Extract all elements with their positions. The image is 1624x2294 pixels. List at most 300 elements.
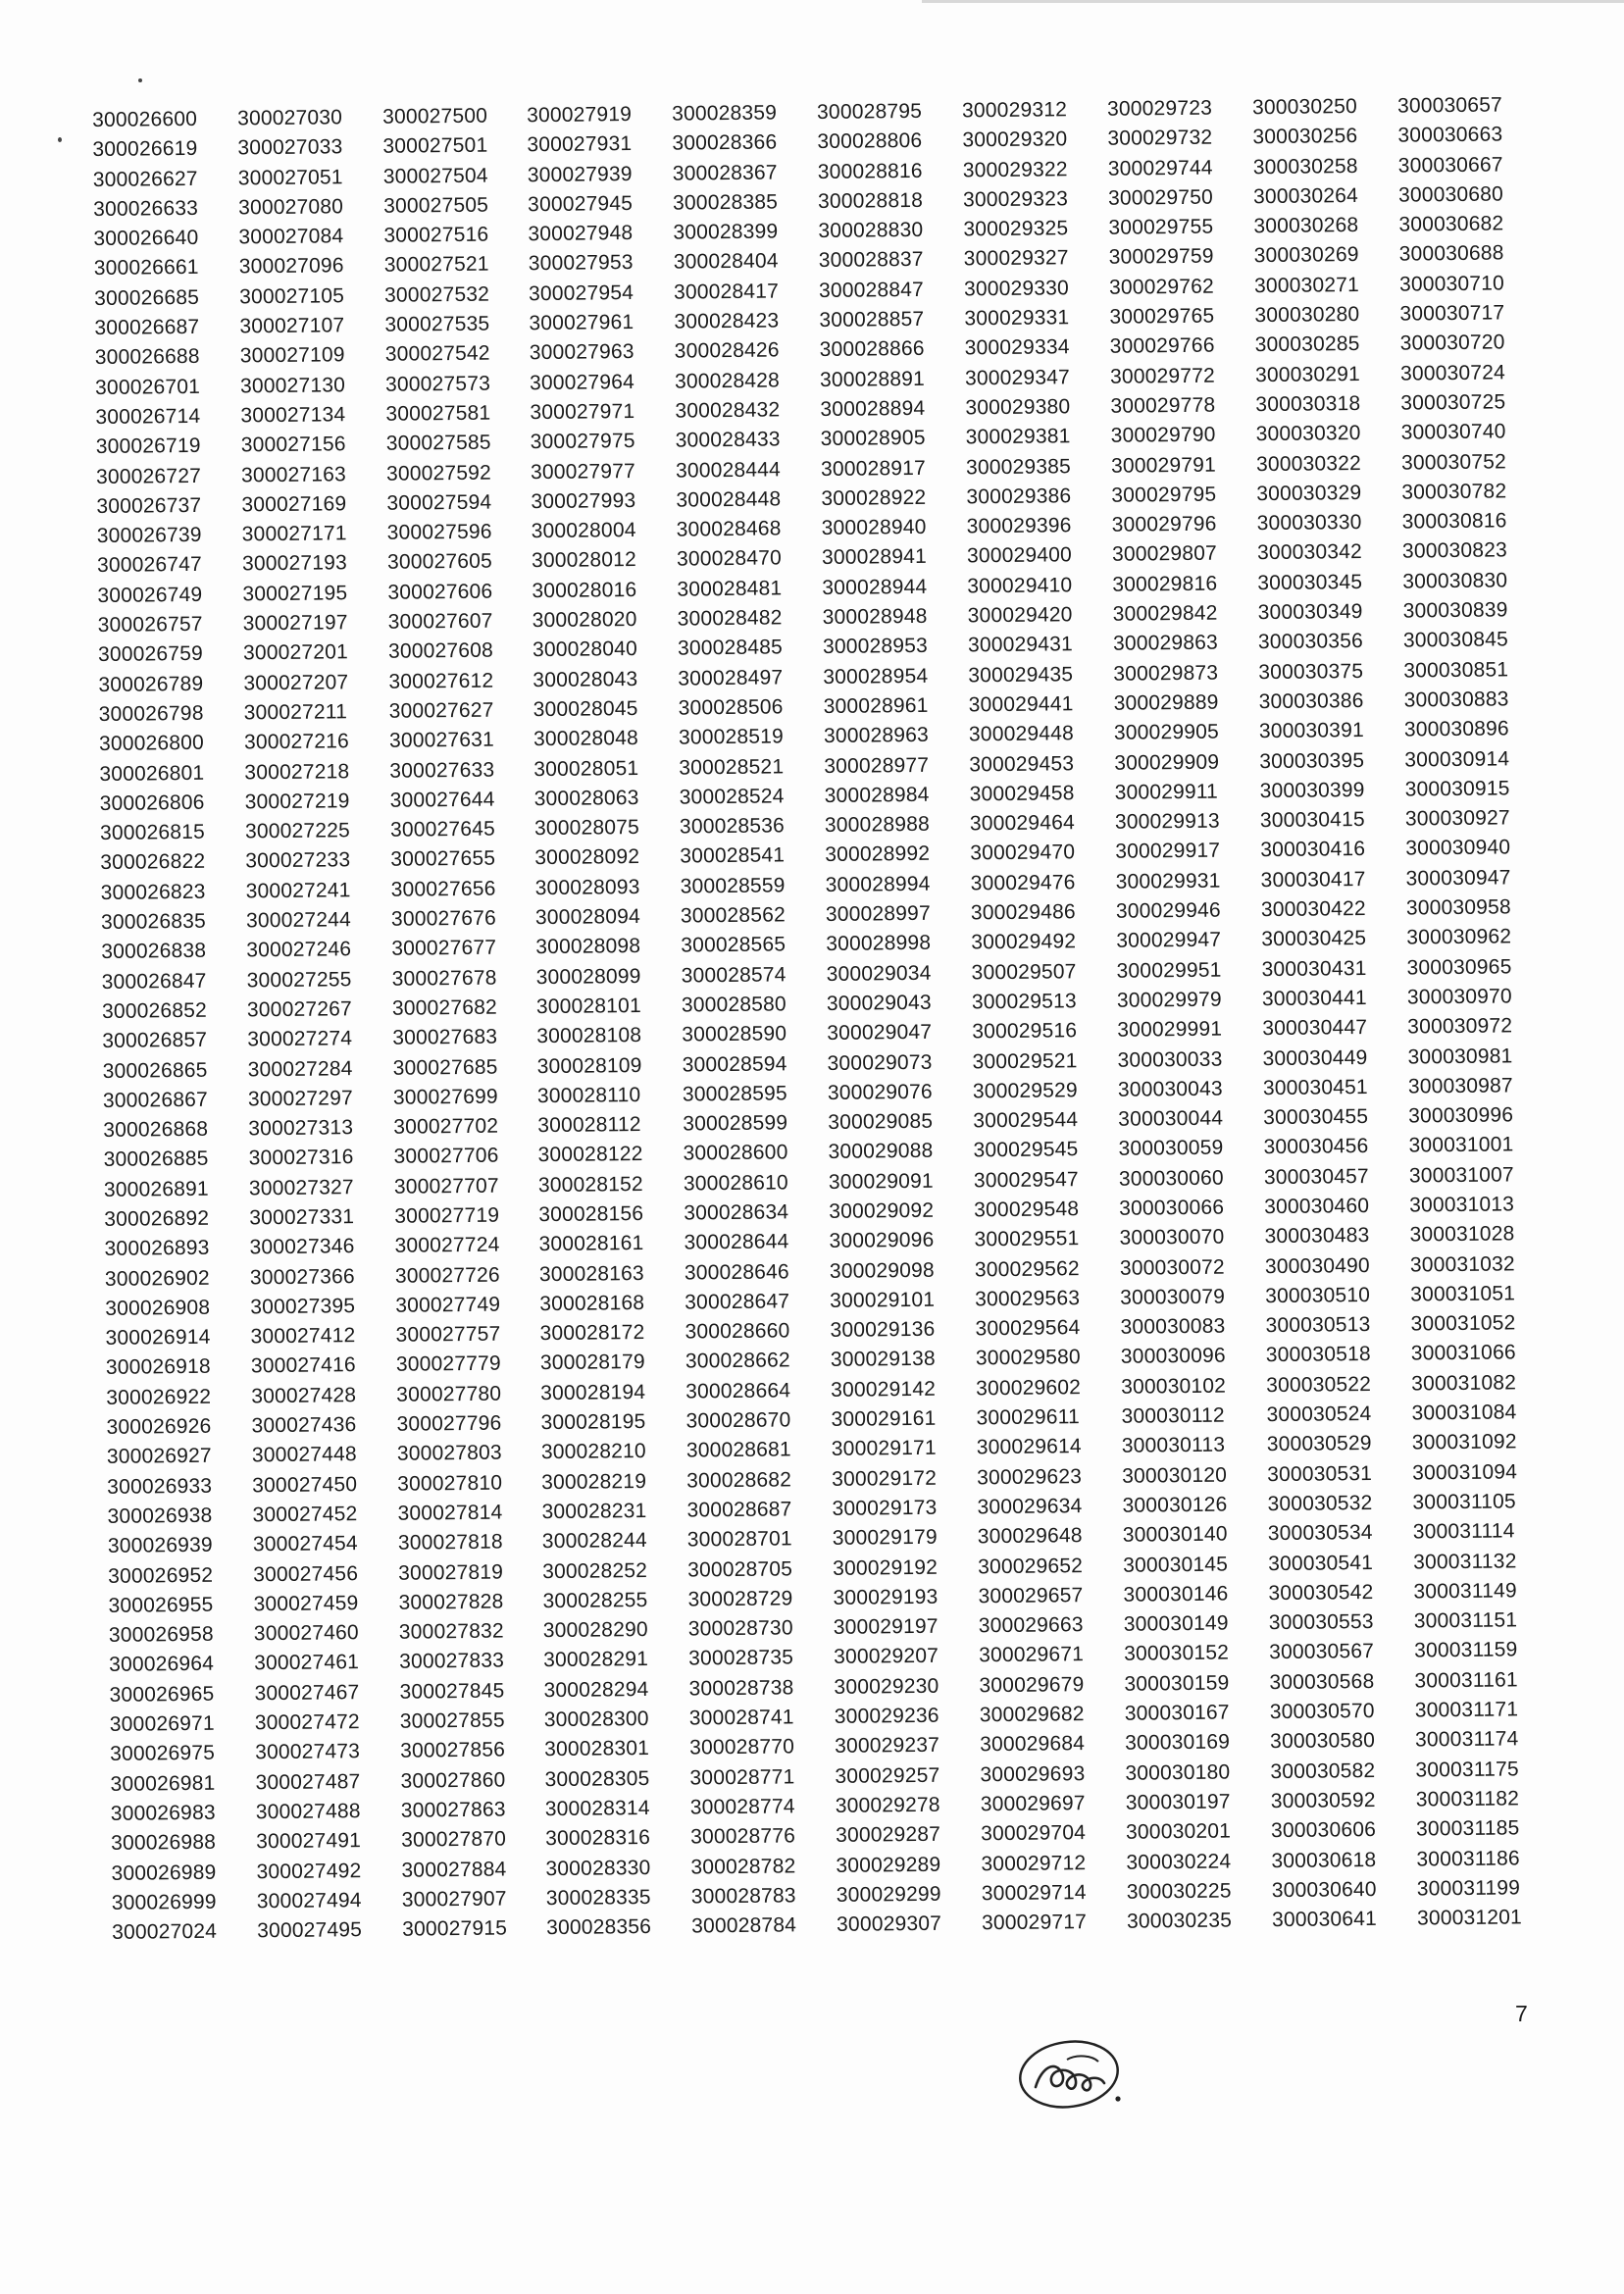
roll-number-cell: 300026739 (96, 523, 202, 548)
roll-number-cell: 300030197 (1125, 1790, 1231, 1814)
scan-speck (58, 137, 62, 142)
roll-number-cell: 300027645 (389, 817, 496, 841)
roll-number-cell: 300029816 (1112, 572, 1218, 596)
roll-number-cell: 300028599 (683, 1111, 788, 1136)
roll-number-cell: 300030415 (1259, 808, 1365, 833)
roll-number-cell: 300027366 (249, 1264, 355, 1289)
roll-number-cell: 300030235 (1126, 1909, 1233, 1933)
roll-number-cell: 300029334 (964, 335, 1070, 360)
roll-number-cell: 300027501 (382, 133, 488, 159)
roll-number-cell: 300029889 (1113, 690, 1219, 715)
roll-number-cell: 300031052 (1410, 1311, 1516, 1336)
roll-number-cell: 300027313 (248, 1116, 354, 1141)
roll-number-cell: 300029671 (979, 1643, 1085, 1667)
roll-number-cell: 300029648 (977, 1524, 1083, 1549)
roll-number-cell: 300029323 (962, 187, 1069, 212)
roll-number-cell: 300027676 (390, 906, 497, 931)
roll-number-cell: 300030280 (1254, 303, 1360, 328)
roll-number-cell: 300026958 (108, 1622, 214, 1648)
roll-number-cell: 300029723 (1106, 96, 1213, 121)
roll-number-cell: 300028536 (679, 814, 786, 839)
roll-number-cell: 300026789 (98, 672, 204, 696)
roll-number-cell: 300029278 (835, 1793, 940, 1817)
roll-number-cell: 300030140 (1122, 1522, 1228, 1547)
roll-number-cell: 300030782 (1401, 480, 1507, 504)
roll-number-cell: 300027197 (242, 611, 348, 636)
roll-number-cell: 300027456 (253, 1561, 359, 1586)
roll-number-cell: 300028894 (820, 396, 926, 421)
roll-number-cell: 300028252 (542, 1558, 648, 1583)
roll-number-cell: 300028335 (545, 1885, 651, 1910)
roll-number-cell: 300029396 (966, 514, 1072, 538)
roll-number-cell: 300030524 (1266, 1402, 1372, 1427)
roll-number-cell: 300027803 (396, 1441, 502, 1466)
roll-number-cell: 300028092 (534, 845, 640, 870)
roll-number-cell: 300026633 (93, 196, 199, 221)
roll-number-cell: 300029807 (1111, 542, 1218, 567)
roll-number-cell: 300028179 (539, 1351, 645, 1375)
roll-number-cell: 300030720 (1399, 331, 1505, 355)
roll-number-cell: 300028988 (824, 812, 931, 838)
roll-number-cell: 300028428 (674, 369, 781, 393)
roll-number-cell: 300026868 (103, 1117, 209, 1143)
roll-number-cell: 300027488 (255, 1800, 361, 1824)
roll-number-cell: 300027993 (531, 488, 636, 514)
roll-number-cell: 300028771 (689, 1764, 795, 1790)
roll-number-cell: 300027219 (244, 790, 350, 814)
roll-number-cell: 300031092 (1411, 1430, 1517, 1454)
roll-number-cell: 300029380 (965, 395, 1071, 420)
roll-number-cell: 300028098 (535, 935, 641, 959)
roll-number-cell: 300030996 (1408, 1103, 1514, 1128)
roll-number-cell: 300028735 (688, 1646, 794, 1670)
roll-number-cell: 300028051 (533, 756, 639, 781)
roll-number-cell: 300027975 (530, 430, 635, 454)
roll-number-cell: 300028600 (683, 1141, 788, 1165)
roll-number-cell: 300029762 (1108, 275, 1215, 299)
roll-number-cell: 300026989 (111, 1861, 217, 1885)
roll-number-cell: 300030250 (1251, 95, 1358, 120)
roll-number-cell: 300029331 (964, 306, 1070, 331)
roll-number-cell: 300026893 (104, 1237, 210, 1261)
roll-number-cell: 300029562 (974, 1256, 1080, 1281)
roll-number-cell: 300028646 (684, 1259, 789, 1285)
roll-number-cell: 300030320 (1255, 422, 1361, 446)
roll-number-cell: 300026852 (101, 998, 208, 1023)
roll-number-cell: 300030618 (1271, 1848, 1377, 1872)
roll-number-cell: 300029909 (1114, 750, 1220, 775)
roll-number-cell: 300031201 (1416, 1906, 1523, 1930)
roll-number-cell: 300027267 (246, 997, 353, 1022)
roll-number-cell: 300028977 (824, 753, 930, 778)
roll-number-cell: 300028075 (533, 816, 640, 841)
roll-number-cell: 300030345 (1257, 570, 1363, 594)
roll-number-cell: 300029913 (1114, 809, 1221, 834)
roll-number-cell: 300029714 (981, 1880, 1087, 1906)
page-number: 7 (1515, 2001, 1528, 2026)
roll-number-cell: 300030883 (1403, 688, 1509, 712)
roll-number-cell: 300029076 (827, 1080, 933, 1104)
roll-number-cell: 300029400 (966, 543, 1073, 568)
roll-number-cell: 300028423 (674, 309, 780, 333)
roll-number-cell: 300029634 (977, 1495, 1083, 1519)
roll-number-cell: 300027706 (393, 1144, 499, 1169)
roll-number-cell: 300030542 (1268, 1580, 1374, 1605)
roll-number-cell: 300027594 (386, 490, 492, 515)
roll-number-cell: 300030483 (1264, 1224, 1370, 1249)
roll-number-cell: 300031032 (1409, 1251, 1515, 1277)
roll-number-cell: 300027156 (240, 433, 346, 457)
roll-number-cell: 300026640 (93, 227, 199, 251)
roll-number-cell: 300027631 (388, 728, 495, 752)
roll-number-cell: 300029142 (831, 1377, 937, 1402)
roll-number-cell: 300029842 (1112, 601, 1218, 626)
roll-number-cell: 300028045 (533, 696, 638, 722)
roll-number-cell: 300029521 (972, 1048, 1078, 1073)
roll-number-cell: 300027596 (386, 520, 492, 544)
roll-number-cell: 300030568 (1269, 1669, 1375, 1694)
roll-number-cell: 300029513 (971, 990, 1077, 1014)
roll-number-cell: 300028108 (536, 1024, 642, 1048)
roll-number-cell: 300027833 (399, 1649, 505, 1674)
roll-number-cell: 300030592 (1270, 1788, 1376, 1813)
roll-number-cell: 300030667 (1397, 153, 1503, 178)
roll-number-cell: 300029917 (1115, 840, 1221, 864)
roll-number-cell: 300028774 (689, 1795, 795, 1819)
roll-number-cell: 300027683 (392, 1025, 498, 1049)
roll-number-cell: 300028497 (678, 666, 784, 690)
roll-number-cell: 300027607 (387, 609, 493, 634)
roll-number-cell: 300028244 (541, 1529, 647, 1554)
roll-number-cell: 300028385 (672, 190, 779, 215)
roll-number-cell: 300027707 (393, 1174, 499, 1198)
roll-number-cell: 300027907 (401, 1887, 507, 1912)
roll-number-cell: 300030112 (1121, 1403, 1225, 1428)
roll-number-cell: 300026687 (94, 315, 200, 340)
roll-number-cell: 300028366 (672, 130, 778, 155)
roll-number-cell: 300028112 (537, 1113, 641, 1138)
roll-number-cell: 300028016 (532, 578, 637, 602)
roll-number-cell: 300028784 (690, 1913, 797, 1938)
roll-number-cell: 300026918 (105, 1355, 211, 1380)
roll-number-cell: 300027105 (238, 284, 345, 309)
roll-number-cell: 300029197 (833, 1614, 939, 1640)
roll-number-cell: 300028541 (680, 843, 786, 868)
roll-number-cell: 300029299 (836, 1882, 941, 1907)
roll-number-cell: 300027963 (529, 340, 634, 365)
roll-number-cell: 300026933 (107, 1474, 213, 1499)
roll-number-cell: 300028172 (539, 1321, 645, 1346)
roll-number-cell: 300030490 (1264, 1253, 1370, 1278)
roll-number-cell: 300028562 (680, 903, 787, 928)
roll-number-cell: 300030972 (1407, 1014, 1513, 1039)
roll-number-cell: 300027163 (240, 462, 347, 486)
roll-number-cell: 300027500 (382, 104, 488, 128)
roll-number-cell: 300027096 (238, 254, 344, 279)
roll-number-cell: 300028806 (817, 129, 923, 154)
roll-number-cell: 300027633 (389, 758, 495, 783)
roll-number-cell: 300031013 (1409, 1193, 1515, 1217)
roll-number-cell: 300031175 (1415, 1757, 1519, 1782)
roll-number-cell: 300026892 (104, 1206, 210, 1231)
roll-number-cell: 300028770 (689, 1735, 795, 1759)
roll-number-cell: 300030060 (1118, 1166, 1224, 1191)
roll-number-cell: 300028644 (684, 1230, 789, 1254)
roll-number-cell: 300027130 (239, 373, 346, 398)
roll-number-cell: 300029138 (830, 1348, 936, 1372)
roll-number-cell: 300028984 (824, 783, 930, 807)
roll-number-cell: 300028099 (535, 964, 641, 989)
roll-number-cell: 300028481 (677, 577, 783, 601)
roll-number-cell: 300026822 (100, 850, 206, 875)
roll-number-cell: 300027084 (238, 225, 344, 249)
roll-number-cell: 300028953 (822, 635, 929, 659)
roll-number-cell: 300027542 (384, 342, 490, 367)
roll-number-cell: 300028433 (675, 428, 781, 452)
roll-number-cell: 300030399 (1259, 778, 1365, 802)
roll-number-cell: 300027492 (256, 1859, 362, 1883)
roll-number-cell: 300029790 (1110, 423, 1216, 448)
roll-number-cell: 300028290 (542, 1618, 648, 1643)
roll-number-cell: 300029697 (980, 1792, 1086, 1816)
roll-number-cell: 300026955 (108, 1593, 214, 1617)
roll-number-cell: 300030145 (1123, 1553, 1229, 1577)
roll-number-cell: 300026815 (99, 820, 206, 845)
roll-number-cell: 300029679 (979, 1672, 1085, 1698)
roll-number-cell: 300031051 (1410, 1282, 1516, 1306)
roll-number-cell: 300030146 (1123, 1582, 1229, 1606)
roll-number-cell: 300026965 (109, 1682, 215, 1707)
roll-number-cell: 300027810 (397, 1471, 503, 1496)
roll-number-cell: 300027724 (394, 1233, 500, 1258)
roll-number-cell: 300030456 (1263, 1135, 1369, 1159)
roll-number-cell: 300029330 (963, 277, 1070, 301)
roll-number-cell: 300027472 (254, 1710, 360, 1735)
roll-number-cell: 300027428 (251, 1383, 357, 1408)
roll-number-cell: 300027211 (243, 700, 348, 725)
roll-number-cell: 300027244 (245, 908, 352, 933)
roll-number-cell: 300030823 (1401, 538, 1508, 564)
table-column (1397, 90, 1564, 1934)
roll-number-cell: 300026971 (109, 1711, 215, 1736)
roll-number-cell: 300027796 (396, 1411, 502, 1436)
roll-number-cell: 300027491 (256, 1829, 362, 1854)
roll-number-cell: 300029765 (1109, 304, 1215, 329)
roll-number-cell: 300030152 (1124, 1641, 1230, 1666)
roll-number-cell: 300028316 (545, 1826, 651, 1851)
roll-number-cell: 300029047 (827, 1020, 933, 1045)
roll-number-cell: 300030043 (1117, 1077, 1223, 1101)
roll-number-cell: 300030126 (1122, 1493, 1228, 1517)
roll-number-cell: 300029492 (971, 930, 1077, 954)
roll-number-cell: 300027346 (249, 1235, 355, 1259)
roll-number-cell: 300027297 (247, 1086, 354, 1111)
roll-number-cell: 300030663 (1397, 123, 1503, 147)
roll-number-cell: 300028857 (819, 307, 925, 332)
roll-number-cell: 300028444 (675, 457, 782, 483)
roll-number-cell: 300028305 (544, 1766, 650, 1791)
roll-number-cell: 300028681 (685, 1438, 791, 1462)
roll-number-cell: 300027169 (241, 492, 347, 517)
roll-number-cell: 300030606 (1270, 1818, 1377, 1843)
roll-number-cell: 300030970 (1406, 985, 1512, 1009)
roll-number-cell: 300028961 (823, 693, 929, 718)
roll-number-cell: 300026688 (94, 345, 200, 370)
roll-number-cell: 300028482 (677, 606, 783, 631)
roll-number-cell: 300027487 (255, 1769, 361, 1794)
roll-number-cell: 300030386 (1258, 688, 1364, 714)
roll-number-cell: 300028417 (673, 280, 780, 304)
roll-number-cell: 300026685 (93, 285, 200, 310)
roll-number-cell: 300030102 (1121, 1374, 1227, 1399)
roll-number-cell: 300027608 (387, 638, 494, 664)
roll-number-cell: 300027033 (237, 135, 343, 160)
roll-number-cell: 300027450 (252, 1472, 358, 1497)
roll-number-cell: 300028738 (688, 1676, 794, 1701)
roll-number-cell: 300029712 (981, 1851, 1087, 1875)
roll-number-cell: 300027779 (395, 1352, 501, 1377)
roll-number-cell: 300027255 (246, 967, 352, 992)
roll-number-cell: 300028687 (686, 1498, 792, 1522)
roll-number-cell: 300026952 (108, 1563, 214, 1588)
roll-number-cell: 300027459 (253, 1591, 359, 1616)
roll-number-cell: 300028506 (678, 695, 784, 720)
roll-number-cell: 300030072 (1119, 1255, 1225, 1280)
roll-number-cell: 300028963 (823, 724, 930, 748)
roll-number-cell: 300029755 (1108, 215, 1214, 239)
roll-number-cell: 300028432 (675, 398, 781, 423)
roll-number-cell: 300027961 (529, 311, 634, 335)
roll-number-cell: 300030532 (1267, 1491, 1373, 1516)
roll-number-cell: 300027331 (249, 1205, 355, 1230)
roll-number-cell: 300028795 (816, 99, 923, 125)
roll-number-cell: 300026847 (101, 969, 207, 994)
roll-number-cell: 300028594 (682, 1051, 787, 1077)
roll-number-cell: 300029979 (1116, 988, 1222, 1012)
table-column (962, 95, 1129, 1939)
roll-number-cell: 300028948 (822, 604, 928, 630)
roll-number-cell: 300029458 (969, 782, 1075, 806)
roll-number-cell: 300028359 (671, 101, 778, 126)
roll-number-cell: 300029464 (969, 811, 1076, 836)
roll-number-cell: 300030256 (1252, 125, 1358, 149)
roll-number-cell: 300027592 (385, 461, 492, 485)
roll-number-table (92, 90, 1554, 2003)
roll-number-cell: 300030120 (1122, 1463, 1228, 1488)
roll-number-cell: 300029704 (980, 1821, 1087, 1846)
roll-number-cell: 300030167 (1124, 1701, 1230, 1725)
roll-number-cell: 300029327 (963, 246, 1069, 271)
roll-number-cell: 300027585 (385, 431, 491, 456)
roll-number-cell: 300029193 (833, 1585, 939, 1609)
roll-number-cell: 300030318 (1255, 391, 1361, 417)
roll-number-cell: 300029476 (970, 870, 1076, 895)
roll-number-cell: 300028782 (690, 1854, 796, 1879)
roll-number-cell: 300026999 (111, 1890, 217, 1914)
roll-number-cell: 300028110 (536, 1083, 641, 1107)
roll-number-cell: 300031001 (1408, 1133, 1514, 1157)
roll-number-cell: 300028610 (683, 1171, 788, 1196)
roll-number-cell: 300030417 (1260, 867, 1366, 892)
roll-number-cell: 300029172 (832, 1466, 938, 1491)
roll-number-cell: 300028940 (821, 515, 927, 540)
roll-number-cell: 300030180 (1125, 1760, 1231, 1785)
roll-number-cell: 300027454 (252, 1532, 358, 1556)
roll-number-cell: 300028255 (542, 1588, 648, 1612)
roll-number-cell: 300028891 (819, 367, 926, 391)
roll-number-cell: 300026798 (98, 701, 204, 726)
roll-number-cell: 300027473 (255, 1740, 361, 1764)
roll-number-cell: 300030447 (1262, 1016, 1368, 1041)
roll-number-cell: 300029507 (971, 959, 1077, 984)
roll-number-cell: 300027856 (400, 1738, 506, 1763)
table-column (1252, 92, 1419, 1936)
roll-number-cell: 300028012 (531, 548, 637, 573)
roll-number-cell: 300027218 (244, 759, 350, 784)
roll-number-cell: 300026914 (105, 1325, 211, 1351)
roll-number-cell: 300027109 (239, 343, 345, 368)
roll-number-cell: 300027977 (530, 459, 636, 484)
roll-number-cell: 300029431 (967, 633, 1074, 657)
roll-number-cell: 300031149 (1413, 1579, 1517, 1604)
roll-number-cell: 300030422 (1260, 897, 1366, 922)
roll-number-cell: 300029101 (830, 1288, 936, 1312)
roll-number-cell: 300027828 (398, 1590, 504, 1614)
roll-number-cell: 300030851 (1403, 658, 1509, 683)
roll-number-cell: 300029873 (1113, 661, 1219, 686)
roll-number-cell: 300028816 (817, 159, 923, 183)
roll-number-cell: 300030349 (1257, 600, 1363, 625)
roll-number-cell: 300029991 (1117, 1017, 1223, 1042)
roll-number-cell: 300027246 (246, 938, 352, 962)
roll-number-cell: 300026975 (110, 1742, 216, 1766)
roll-number-cell: 300027461 (254, 1651, 360, 1675)
roll-number-cell: 300030460 (1264, 1194, 1370, 1219)
roll-number-cell: 300028063 (533, 786, 639, 810)
roll-number-cell: 300026747 (96, 553, 203, 578)
signature (1008, 2030, 1175, 2118)
roll-number-cell: 300030271 (1253, 273, 1360, 297)
roll-number-cell: 300028109 (536, 1053, 642, 1078)
roll-number-cell: 300027195 (242, 581, 348, 606)
roll-number-cell: 300026759 (97, 642, 204, 667)
roll-number-cell: 300027678 (391, 966, 497, 991)
roll-number-cell: 300027233 (245, 848, 351, 873)
roll-number-cell: 300029307 (836, 1912, 942, 1937)
roll-number-cell: 300031186 (1416, 1846, 1520, 1871)
roll-number-cell: 300027521 (383, 253, 489, 278)
roll-number-cell: 300029750 (1107, 185, 1214, 210)
roll-number-cell: 300031114 (1412, 1519, 1515, 1544)
roll-number-cell: 300030582 (1270, 1759, 1376, 1783)
roll-number-cell: 300029088 (828, 1140, 934, 1164)
roll-number-cell: 300029091 (828, 1169, 934, 1194)
roll-number-cell: 300030070 (1119, 1225, 1225, 1250)
roll-number-cell: 300026988 (111, 1830, 217, 1856)
roll-number-cell: 300030641 (1271, 1908, 1378, 1932)
roll-number-cell: 300029796 (1111, 512, 1217, 536)
roll-number-cell: 300031105 (1412, 1490, 1516, 1514)
roll-number-cell: 300030927 (1404, 806, 1510, 831)
roll-number-cell: 300027327 (248, 1175, 354, 1200)
roll-number-cell: 300026964 (109, 1653, 215, 1677)
roll-number-cell: 300026619 (92, 137, 198, 162)
roll-number-cell: 300029096 (829, 1229, 935, 1253)
table-column (92, 104, 259, 1948)
roll-number-cell: 300030342 (1256, 540, 1363, 565)
roll-number-cell: 300028647 (685, 1290, 790, 1314)
roll-number-cell: 300026885 (103, 1147, 209, 1172)
